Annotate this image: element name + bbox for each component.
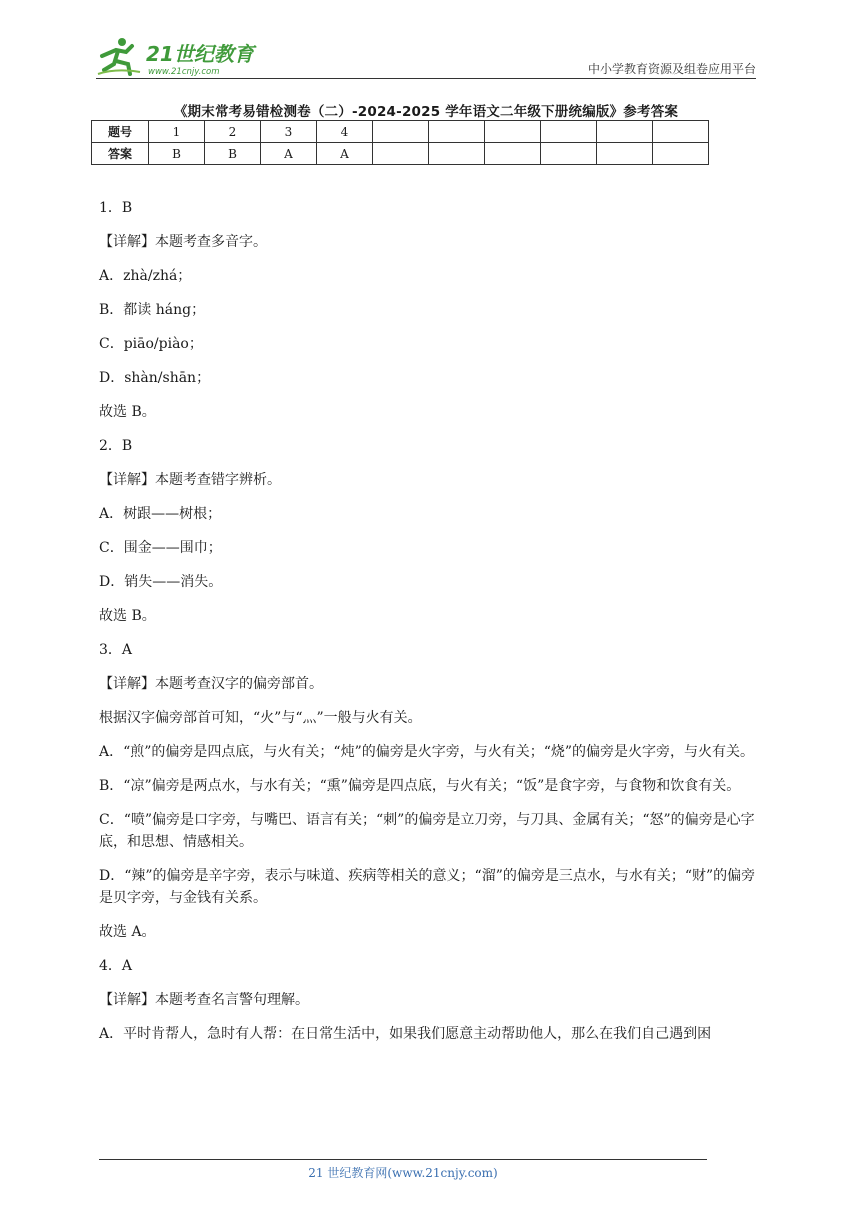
table-cell: B <box>149 143 205 165</box>
table-cell: A <box>261 143 317 165</box>
table-cell: 1 <box>149 121 205 143</box>
explanation-line: 【详解】本题考查多音字。 <box>99 234 267 250</box>
table-cell <box>597 121 653 143</box>
option-line: B．都读 háng； <box>99 302 206 318</box>
option-line: A．树跟——树根； <box>99 506 222 522</box>
footer-divider <box>99 1159 707 1160</box>
table-cell: B <box>205 143 261 165</box>
header-divider <box>96 78 756 79</box>
option-line: D．销失——消失。 <box>99 574 223 590</box>
table-cell <box>485 121 541 143</box>
table-row-numbers <box>92 121 709 143</box>
table-cell <box>541 143 597 165</box>
option-line: B．“凉”偏旁是两点水，与水有关；“熏”偏旁是四点底，与火有关；“饭”是食字旁，与食物和饮食有关。 <box>99 778 741 794</box>
conclusion-line: 故选 A。 <box>99 924 156 940</box>
option-line: D．“辣”的偏旁是辛字旁，表示与味道、疾病等相关的意义；“溜”的偏旁是三点水，与水有关；“财”的偏旁是贝字旁，与金钱有关系。 <box>99 868 756 906</box>
option-line: A．“煎”的偏旁是四点底，与火有关；“炖”的偏旁是火字旁，与火有关；“烧”的偏旁是火字旁，与火有关。 <box>99 744 755 760</box>
table-cell <box>653 143 709 165</box>
logo-url: www.21cnjy.com <box>148 67 220 77</box>
table-cell <box>429 143 485 165</box>
option-line: D．shàn/shān； <box>99 370 211 386</box>
table-cell: 3 <box>261 121 317 143</box>
table-cell <box>429 121 485 143</box>
table-cell: 2 <box>205 121 261 143</box>
table-cell <box>597 143 653 165</box>
page-header <box>96 34 756 78</box>
document-title: 《期末常考易错检测卷（二）-2024-2025 学年语文二年级下册统编版》参考答案 <box>173 104 679 120</box>
row-label-number: 题号 <box>92 121 149 143</box>
conclusion-line: 故选 B。 <box>99 404 156 420</box>
explanation-line: 根据汉字偏旁部首可知，“火”与“灬”一般与火有关。 <box>99 710 422 726</box>
option-line: C．piāo/piào； <box>99 336 203 352</box>
explanation-line: 【详解】本题考查错字辨析。 <box>99 472 281 488</box>
question-number: 2．B <box>99 438 133 454</box>
question-number: 1．B <box>99 200 133 216</box>
conclusion-line: 故选 B。 <box>99 608 156 624</box>
table-cell <box>485 143 541 165</box>
table-cell: A <box>317 143 373 165</box>
option-line: C．围金——围巾； <box>99 540 222 556</box>
option-line: A．zhà/zhá； <box>99 268 192 284</box>
logo-21cnjy <box>96 34 266 78</box>
table-cell: 4 <box>317 121 373 143</box>
explanation-line: 【详解】本题考查汉字的偏旁部首。 <box>99 676 323 692</box>
row-label-answer: 答案 <box>92 143 149 165</box>
platform-label: 中小学教育资源及组卷应用平台 <box>587 62 756 76</box>
table-cell <box>373 121 429 143</box>
question-number: 4．A <box>99 958 133 974</box>
table-cell <box>373 143 429 165</box>
question-number: 3．A <box>99 642 133 658</box>
table-cell <box>653 121 709 143</box>
table-cell <box>541 121 597 143</box>
explanation-line: 【详解】本题考查名言警句理解。 <box>99 992 309 1008</box>
option-line: C．“喷”偏旁是口字旁，与嘴巴、语言有关；“刺”的偏旁是立刀旁，与刀具、金属有关；“怒”的偏旁是心字底，和思想、情感相关。 <box>99 812 755 850</box>
answer-table <box>91 120 709 165</box>
option-line: A．平时肯帮人，急时有人帮：在日常生活中，如果我们愿意主动帮助他人，那么在我们自己遇到困 <box>99 1026 712 1042</box>
page-footer: 21 世纪教育网(www.21cnjy.com) <box>308 1166 498 1180</box>
logo-text: 21世纪教育 <box>146 42 254 66</box>
answer-explanations <box>99 197 763 1057</box>
table-row-answers <box>92 143 709 165</box>
